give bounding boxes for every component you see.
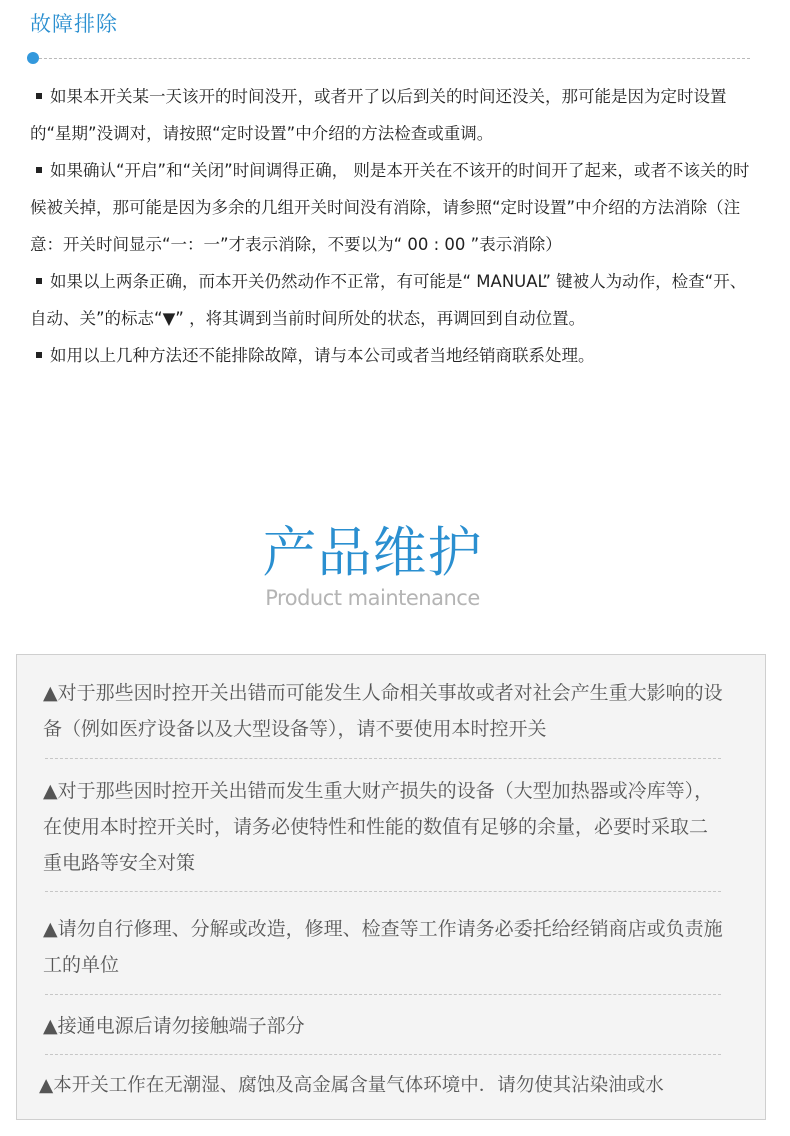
troubleshooting-item-text: 如果本开关某一天该开的时间没开，或者开了以后到关的时间还没关，那可能是因为定时设置的“星期”没调对，请按照“定时设置”中介绍的方法检查或重调。 <box>30 87 727 143</box>
troubleshooting-title: 故障排除 <box>30 12 118 36</box>
title-divider <box>34 58 750 59</box>
triangle-marker-icon: ▲ <box>43 1015 58 1037</box>
maintenance-divider <box>45 1054 721 1055</box>
troubleshooting-item-text: 如果确认“开启”和“关闭”时间调得正确， 则是本开关在不该开的时间开了起来，或者不该关的时候被关掉，那可能是因为多余的几组开关时间没有消除，请参照“定时设置”中介绍的方法消除（注意：开关时间显示“一：一”才表示消除，不要以为“ 00 : 00 ”表示消除） <box>30 161 750 254</box>
troubleshooting-item <box>30 78 760 152</box>
triangle-marker-icon: ▲ <box>43 682 58 704</box>
maintenance-item-text: 本开关工作在无潮湿、腐蚀及高金属含量气体环境中．请勿使其沾染油或水 <box>53 1075 664 1096</box>
maintenance-item <box>43 675 723 747</box>
triangle-marker-icon: ▲ <box>39 1075 54 1096</box>
maintenance-item-text: 对于那些因时控开关出错而发生重大财产损失的设备（大型加热器或冷库等）， 在使用本时控开关时，请务必使特性和性能的数值有足够的余量，必要时采取二重电路等安全对策 <box>43 780 714 874</box>
square-bullet-icon <box>36 167 42 173</box>
maintenance-divider <box>45 758 721 759</box>
triangle-marker-icon: ▲ <box>43 780 58 802</box>
troubleshooting-item <box>30 337 760 374</box>
maintenance-item-text: 请勿自行修理、分解或改造，修理、检查等工作请务必委托给经销商店或负责施工的单位 <box>43 918 723 976</box>
troubleshooting-item <box>30 263 760 337</box>
maintenance-item <box>43 1008 723 1044</box>
troubleshooting-item <box>30 152 760 263</box>
maintenance-divider <box>45 891 721 892</box>
maintenance-notice-box <box>16 654 766 1120</box>
square-bullet-icon <box>36 93 42 99</box>
maintenance-item-text: 接通电源后请勿接触端子部分 <box>57 1015 305 1037</box>
maintenance-subtitle: Product maintenance <box>265 586 480 610</box>
troubleshooting-item-text: 如用以上几种方法还不能排除故障，请与本公司或者当地经销商联系处理。 <box>50 346 595 365</box>
maintenance-item <box>39 1068 751 1104</box>
square-bullet-icon <box>36 352 42 358</box>
troubleshooting-item-text: 如果以上两条正确，而本开关仍然动作不正常，有可能是“ MANUAL” 键被人为动作，检查“开、自动、关”的标志“▼” ，将其调到当前时间所处的状态，再调回到自动位置。 <box>30 272 747 328</box>
maintenance-divider <box>45 994 721 995</box>
square-bullet-icon <box>36 278 42 284</box>
troubleshooting-list <box>30 78 760 374</box>
title-dot-icon <box>27 52 39 64</box>
maintenance-title: 产品维护 <box>262 521 483 584</box>
maintenance-item <box>43 773 723 881</box>
triangle-marker-icon: ▲ <box>43 918 58 940</box>
maintenance-item-text: 对于那些因时控开关出错而可能发生人命相关事故或者对社会产生重大影响的设备（例如医疗设备以及大型设备等），请不要使用本时控开关 <box>43 682 723 740</box>
maintenance-item <box>43 911 723 983</box>
